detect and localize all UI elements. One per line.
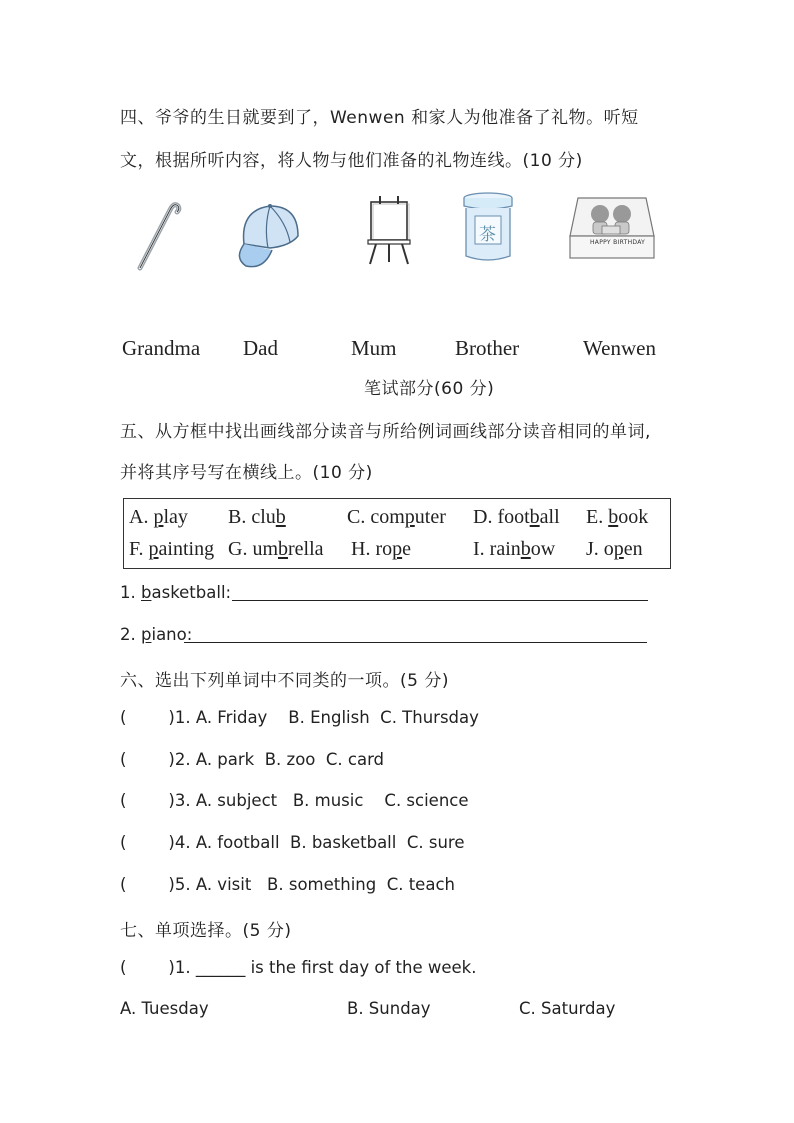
- person-mum: Mum: [351, 336, 397, 360]
- option-a: A. play: [129, 506, 188, 528]
- section5-instruction-line1: 五、从方框中找出画线部分读音与所给例词画线部分读音相同的单词,: [120, 422, 651, 442]
- tea-canister-icon: [460, 190, 516, 264]
- answer-line-1[interactable]: [232, 600, 648, 601]
- drawing-easel-icon: [362, 192, 416, 268]
- section7-title: 七、单项选择。(5 分): [120, 921, 292, 941]
- person-wenwen: Wenwen: [583, 336, 656, 360]
- section6-item-2: ( )2. A. park B. zoo C. card: [120, 750, 385, 769]
- section6-item-4: ( )4. A. football B. basketball C. sure: [120, 833, 465, 852]
- option-d: D. football: [473, 506, 560, 528]
- section5-question-2: 2. piano:: [120, 625, 193, 644]
- section4-instruction-line2: 文，根据所听内容，将人物与他们准备的礼物连线。(10 分): [120, 151, 583, 171]
- section7-option-b: B. Sunday: [347, 999, 431, 1018]
- section5-question-1: 1. basketball:: [120, 583, 232, 602]
- section7-question-1: ( )1. ______ is the first day of the week.: [120, 958, 477, 977]
- birthday-card-text: HAPPY BIRTHDAY: [590, 239, 646, 246]
- birthday-card-icon: [566, 196, 658, 262]
- option-h: H. rope: [351, 538, 411, 560]
- section4-instruction-line1: 四、爷爷的生日就要到了，Wenwen 和家人为他准备了礼物。听短: [120, 108, 639, 128]
- word-options-row2: [0, 538, 794, 564]
- section5-instruction-line2: 并将其序号写在横线上。(10 分): [120, 463, 373, 483]
- option-g: G. umbrella: [228, 538, 324, 560]
- option-f: F. painting: [129, 538, 215, 560]
- section6-item-3: ( )3. A. subject B. music C. science: [120, 791, 469, 810]
- baseball-cap-icon: [228, 198, 304, 272]
- section6-item-1: ( )1. A. Friday B. English C. Thursday: [120, 708, 479, 727]
- section6-title: 六、选出下列单词中不同类的一项。(5 分): [120, 671, 449, 691]
- person-brother: Brother: [455, 336, 520, 360]
- section7-option-a: A. Tuesday: [120, 999, 209, 1018]
- option-i: I. rainbow: [473, 538, 556, 560]
- section7-option-c: C. Saturday: [519, 999, 616, 1018]
- walking-cane-icon: [130, 198, 184, 274]
- option-c: C. computer: [347, 506, 446, 528]
- section6-item-5: ( )5. A. visit B. something C. teach: [120, 875, 455, 894]
- option-b: B. club: [228, 506, 286, 528]
- option-e: E. book: [586, 506, 649, 528]
- answer-line-2[interactable]: [184, 642, 647, 643]
- person-dad: Dad: [243, 336, 278, 360]
- person-grandma: Grandma: [122, 336, 201, 360]
- word-options-row1: [0, 506, 794, 532]
- option-j: J. open: [586, 538, 643, 560]
- written-part-title: 笔试部分(60 分): [364, 379, 495, 399]
- tea-label: 茶: [479, 225, 496, 245]
